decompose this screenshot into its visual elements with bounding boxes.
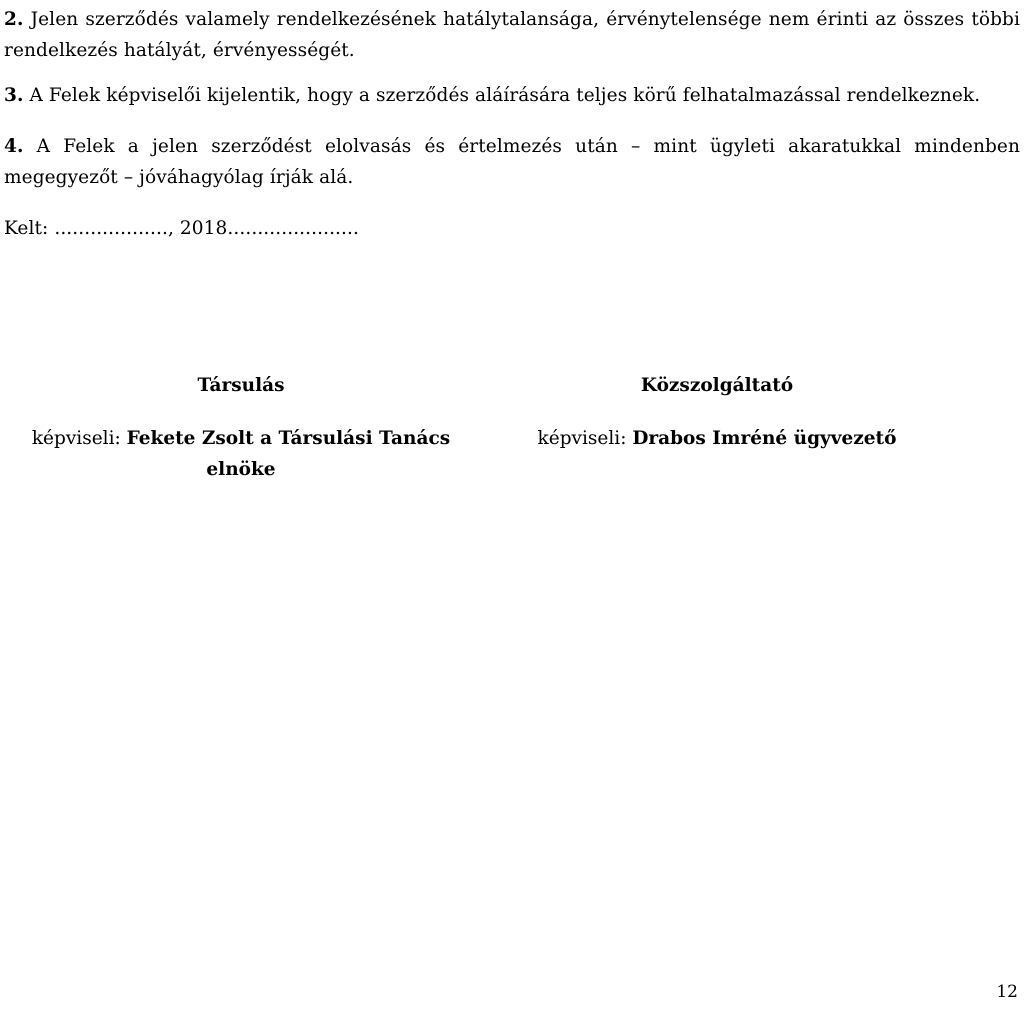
paragraph-number: 2. xyxy=(4,9,24,30)
paragraph-2 xyxy=(4,4,1020,66)
page-number: 12 xyxy=(996,982,1018,1002)
representative-prefix: képviseli: xyxy=(537,428,633,449)
signature-block-right xyxy=(490,370,944,454)
paragraph-number: 3. xyxy=(4,85,24,106)
paragraph-3 xyxy=(4,80,1020,111)
representative-prefix: képviseli: xyxy=(31,428,127,449)
signature-representative xyxy=(0,423,482,454)
paragraph-text: A Felek képviselői kijelentik, hogy a szerződés aláírására teljes körű felhatalmazással rendelkeznek. xyxy=(23,85,981,106)
representative-name: Drabos Imréné ügyvezető xyxy=(632,428,897,449)
representative-name-continued: elnöke xyxy=(206,459,276,480)
paragraph-number: 4. xyxy=(4,136,24,157)
paragraph-text: A Felek a jelen szerződést elolvasás és értelmezés után – mint ügyleti akaratukkal mindenben megegyezőt – jóváhagyólag írják alá. xyxy=(4,136,1020,188)
paragraph-4 xyxy=(4,131,1020,193)
signature-title: Társulás xyxy=(197,375,285,396)
paragraph-text: Jelen szerződés valamely rendelkezésének hatálytalansága, érvénytelensége nem érinti az összes többi rendelkezés hatályát, érvényességét. xyxy=(4,9,1020,61)
signature-block-left xyxy=(0,370,482,485)
signature-representative xyxy=(490,423,944,454)
representative-name: Fekete Zsolt a Társulási Tanács xyxy=(126,428,451,449)
date-line: Kelt: ..................., 2018...................... xyxy=(4,218,359,239)
signature-title: Közszolgáltató xyxy=(640,375,794,396)
